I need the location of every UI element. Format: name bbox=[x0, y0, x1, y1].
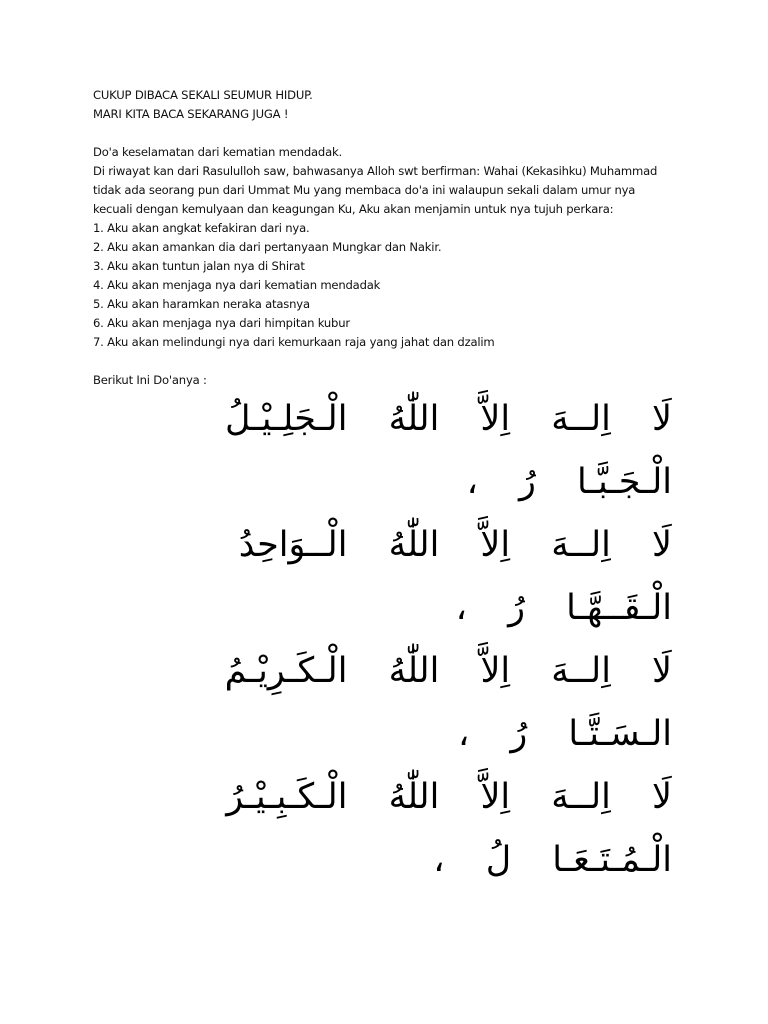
list-item: 1. Aku akan angkat kefakiran dari nya. bbox=[93, 221, 310, 235]
list-item: 7. Aku akan melindungi nya dari kemurkaan raja yang jahat dan dzalim bbox=[93, 335, 495, 349]
arabic-line: لَا اِلــهَ اِلاَّ اللّٰهُ الْــوَاحِدُ bbox=[238, 525, 672, 565]
list-item: 2. Aku akan amankan dia dari pertanyaan Mungkar dan Nakir. bbox=[93, 240, 442, 254]
list-item: 6. Aku akan menjaga nya dari himpitan kubur bbox=[93, 316, 350, 330]
arabic-line: الْـمُـتَـعَـا لُ ، bbox=[433, 840, 672, 880]
intro-paragraph-line-3: kecuali dengan kemulyaan dan keagungan Ku, Aku akan menjamin untuk nya tujuh perkara: bbox=[93, 202, 614, 216]
list-item: 5. Aku akan haramkan neraka atasnya bbox=[93, 297, 310, 311]
spacer bbox=[93, 352, 693, 371]
heading-line-1: CUKUP DIBACA SEKALI SEUMUR HIDUP. bbox=[93, 88, 313, 102]
intro-paragraph-line-2: tidak ada seorang pun dari Ummat Mu yang membaca do'a ini walaupun sekali dalam umur nya bbox=[93, 183, 636, 197]
prayer-intro: Berikut Ini Do'anya : bbox=[93, 373, 207, 387]
arabic-line: لَا اِلــهَ اِلاَّ اللّٰهُ الْـكَـبِـيْـرُ bbox=[226, 777, 672, 817]
intro-paragraph-line-1: Di riwayat kan dari Rasululloh saw, bahwasanya Alloh swt berfirman: Wahai (Kekasihku) Muhammad bbox=[93, 164, 658, 178]
arabic-line: لَا اِلــهَ اِلاَّ اللّٰهُ الْـجَلِـيْـلُ bbox=[225, 399, 672, 439]
list-item: 4. Aku akan menjaga nya dari kematian mendadak bbox=[93, 278, 381, 292]
arabic-line: لَا اِلــهَ اِلاَّ اللّٰهُ الْـكَـرِيْـمُ bbox=[224, 651, 672, 691]
list-item: 3. Aku akan tuntun jalan nya di Shirat bbox=[93, 259, 305, 273]
heading-line-2: MARI KITA BACA SEKARANG JUGA ! bbox=[93, 107, 289, 121]
arabic-prayer bbox=[92, 388, 672, 892]
document-body bbox=[93, 86, 693, 390]
arabic-line: الْـجَـبَّـا رُ ، bbox=[466, 462, 672, 502]
prayer-title: Do'a keselamatan dari kematian mendadak. bbox=[93, 145, 342, 159]
arabic-line: الـسَـتَّـا رُ ، bbox=[457, 714, 672, 754]
arabic-line: الْـقَــهَّـا رُ ، bbox=[455, 588, 672, 628]
spacer bbox=[93, 124, 693, 143]
